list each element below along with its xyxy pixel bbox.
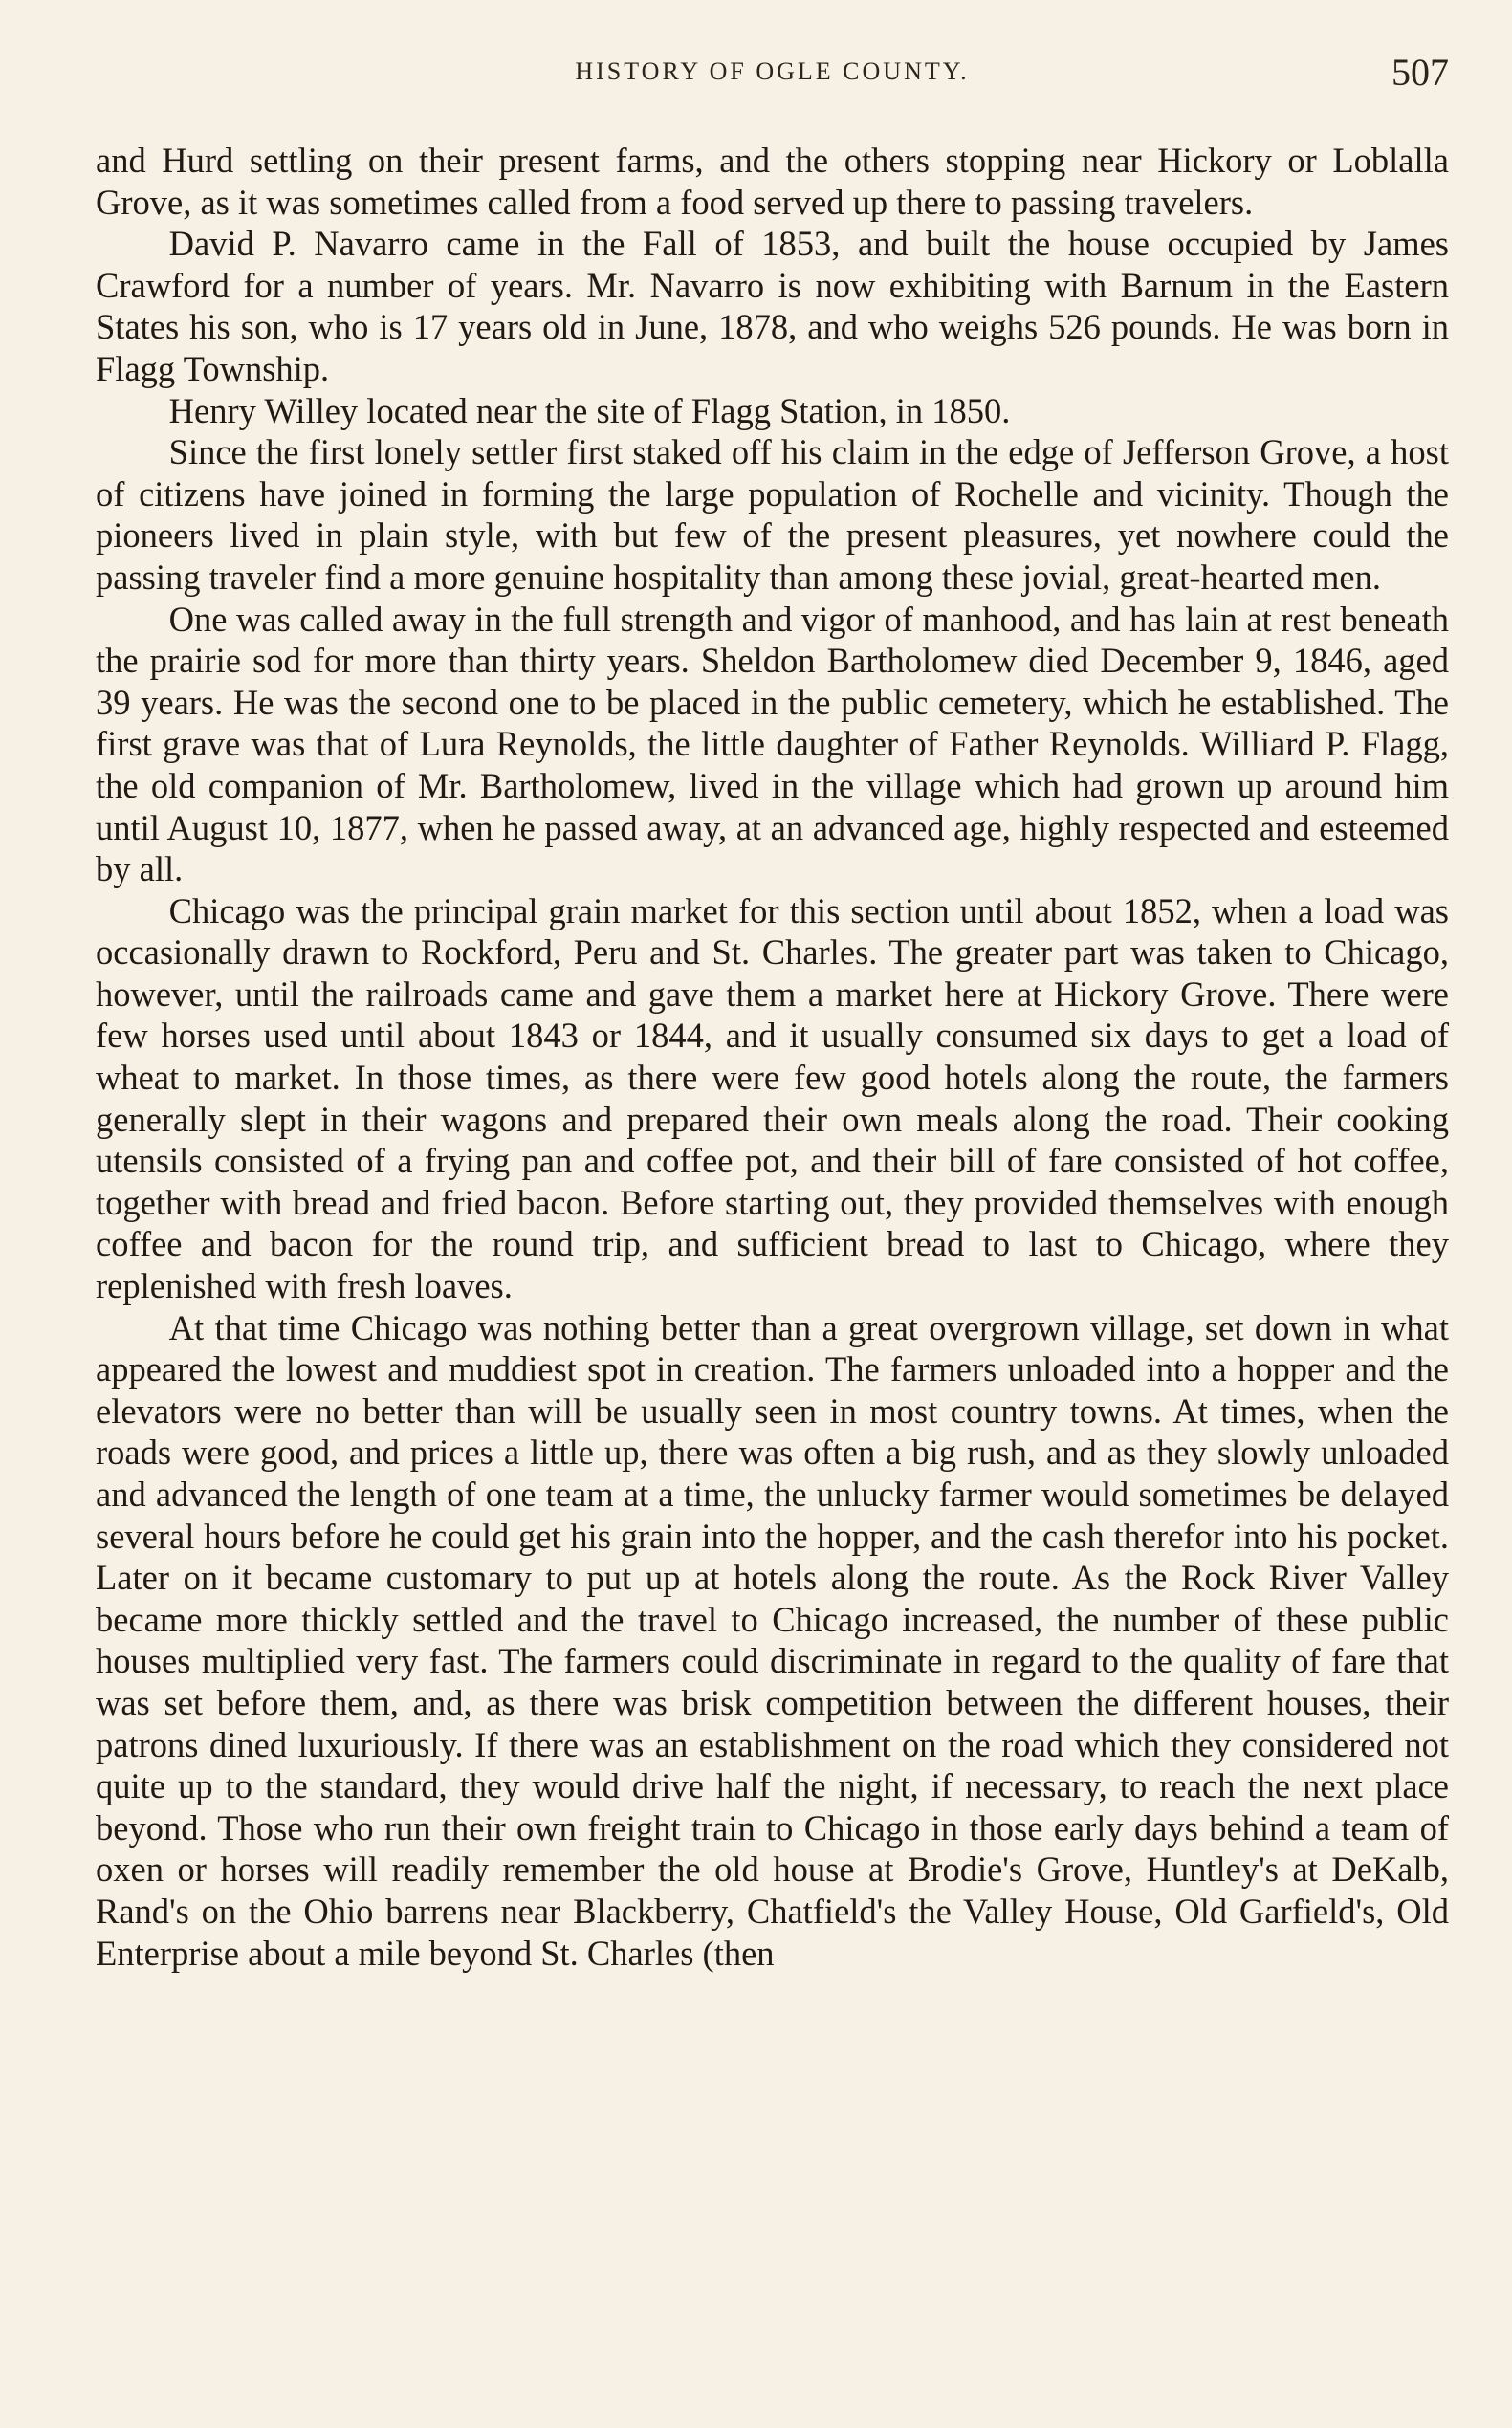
paragraph-willey: Henry Willey located near the site of Flagg Station, in 1850.	[168, 390, 1011, 430]
paragraph-continued: and Hurd settling on their present farms, and the others stopping near Hickory or Loblalla Grove, as it was sometimes called from a food served up there to passing travelers.	[96, 141, 1449, 222]
running-title: HISTORY OF OGLE COUNTY.	[575, 57, 970, 85]
body-text	[96, 140, 1449, 1974]
paragraph-chicago-village: At that time Chicago was nothing better than a great overgrown village, set down in what appeared the lowest and muddiest spot in creation. The farmers unloaded into a hopper and the elevators were no better than will be usually seen in most country towns. At times, when the roads were good, and prices a little up, there was often a big rush, and as they slowly unloaded and advanced the length of one team at a time, the unlucky farmer would sometimes be delayed several hours before he could get his grain into the hopper, and the cash therefor into his pocket. Later on it became customary to put up at hotels along the route. As the Rock River Valley became more thickly settled and the travel to Chicago increased, the number of these public houses multiplied very fast. The farmers could discriminate in regard to the quality of fare that was set before them, and, as there was brisk competition between the different houses, their patrons dined luxuriously. If there was an establishment on the road which they considered not quite up to the standard, they would drive half the night, if necessary, to reach the next place beyond. Those who run their own freight train to Chicago in those early days behind a team of oxen or horses will readily remember the old house at Brodie's Grove, Huntley's at DeKalb, Rand's on the Ohio barrens near Blackberry, Chatfield's the Valley House, Old Garfield's, Old Enterprise about a mile beyond St. Charles (then	[96, 1307, 1449, 1973]
paragraph-jefferson-grove: Since the first lonely settler first staked off his claim in the edge of Jefferson Grove, a host of citizens have joined in forming the large population of Rochelle and vicinity. Though the pioneers lived in plain style, with but few of the present pleasures, yet nowhere could the passing traveler find a more genuine hospitality than among these jovial, great-hearted men.	[96, 432, 1449, 597]
page-number: 507	[1391, 51, 1449, 94]
running-head	[96, 50, 1449, 98]
paragraph-bartholomew: One was called away in the full strength and vigor of manhood, and has lain at rest beneath the prairie sod for more than thirty years. Sheldon Bartholomew died December 9, 1846, aged 39 years. He was the second one to be placed in the public cemetery, which he established. The first grave was that of Lura Reynolds, the little daughter of Father Reynolds. Williard P. Flagg, the old companion of Mr. Bartholomew, lived in the village which had grown up around him until August 10, 1877, when he passed away, at an advanced age, highly respected and esteemed by all.	[96, 599, 1449, 889]
paragraph-navarro: David P. Navarro came in the Fall of 1853, and built the house occupied by James Crawford for a number of years. Mr. Navarro is now exhibiting with Barnum in the Eastern States his son, who is 17 years old in June, 1878, and who weighs 526 pounds. He was born in Flagg Township.	[96, 224, 1449, 388]
paragraph-grain-market: Chicago was the principal grain market for this section until about 1852, when a load was occasionally drawn to Rockford, Peru and St. Charles. The greater part was taken to Chicago, however, until the railroads came and gave them a market here at Hickory Grove. There were few horses used until about 1843 or 1844, and it usually consumed six days to get a load of wheat to market. In those times, as there were few good hotels along the route, the farmers generally slept in their wagons and prepared their own meals along the road. Their cooking utensils consisted of a frying pan and coffee pot, and their bill of fare consisted of hot coffee, together with bread and fried bacon. Before starting out, they provided themselves with enough coffee and bacon for the round trip, and sufficient bread to last to Chicago, where they replenished with fresh loaves.	[96, 890, 1449, 1306]
